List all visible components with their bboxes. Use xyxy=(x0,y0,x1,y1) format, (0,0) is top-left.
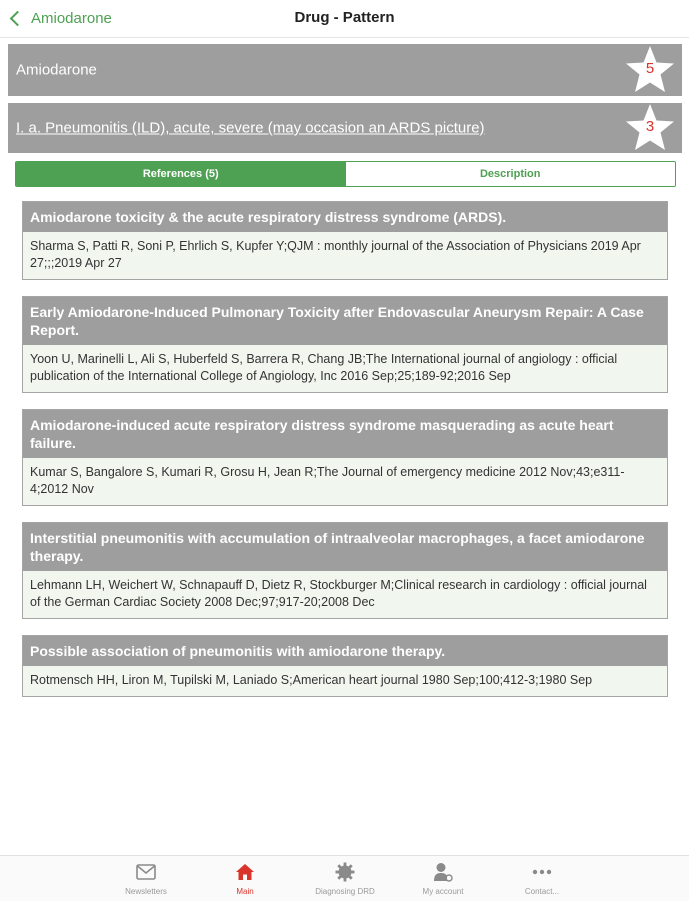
drug-score-star xyxy=(624,44,676,96)
reference-citation: Lehmann LH, Weichert W, Schnapauff D, Dietz R, Stockburger M;Clinical research in cardiology : official journal of the German Cardiac Society 2008 Dec;97;917-20;2008 Dec xyxy=(23,571,667,618)
back-button-label: Amiodarone xyxy=(31,9,112,27)
reference-title: Possible association of pneumonitis with amiodarone therapy. xyxy=(23,636,667,666)
reference-title: Amiodarone-induced acute respiratory distress syndrome masquerading as acute heart failure. xyxy=(23,410,667,458)
page-title: Drug - Pattern xyxy=(294,9,395,26)
tab-newsletters[interactable] xyxy=(101,862,191,896)
navigation-bar xyxy=(0,0,689,38)
segmented-control xyxy=(15,161,676,187)
tab-label: Diagnosing DRD xyxy=(315,887,375,896)
tab-label: Contact... xyxy=(524,887,560,896)
tab-bar xyxy=(0,855,689,901)
tab-diagnosing-drd[interactable] xyxy=(300,862,390,896)
tab-label: Newsletters xyxy=(125,887,167,896)
reference-card[interactable] xyxy=(22,522,668,619)
tab-description[interactable]: Description xyxy=(346,162,676,186)
pattern-link[interactable]: I. a. Pneumonitis (ILD), acute, severe (may occasion an ARDS picture) xyxy=(16,119,485,137)
pattern-score-star xyxy=(624,102,676,154)
more-icon xyxy=(532,869,552,875)
tab-label: My account xyxy=(422,887,464,896)
pattern-score: 3 xyxy=(645,118,655,135)
reference-title: Amiodarone toxicity & the acute respiratory distress syndrome (ARDS). xyxy=(23,202,667,232)
home-icon xyxy=(235,863,255,881)
reference-citation: Yoon U, Marinelli L, Ali S, Huberfeld S, Barrera R, Chang JB;The International journal of angiology : official publication of the International College of Angiology, Inc 2016 Sep;25;189-92;2016 Sep xyxy=(23,345,667,392)
reference-title: Early Amiodarone-Induced Pulmonary Toxicity after Endovascular Aneurysm Repair: A Case Report. xyxy=(23,297,667,345)
tab-label: Main xyxy=(236,887,254,896)
reference-citation: Kumar S, Bangalore S, Kumari R, Grosu H, Jean R;The Journal of emergency medicine 2012 Nov;43;e311-4;2012 Nov xyxy=(23,458,667,505)
tab-my-account[interactable] xyxy=(398,862,488,896)
gear-icon xyxy=(335,862,355,882)
tab-main[interactable] xyxy=(200,862,290,896)
reference-citation: Rotmensch HH, Liron M, Tupilski M, Laniado S;American heart journal 1980 Sep;100;412-3;1980 Sep xyxy=(23,666,667,696)
reference-card[interactable] xyxy=(22,635,668,697)
reference-title: Interstitial pneumonitis with accumulation of intraalveolar macrophages, a facet amiodarone therapy. xyxy=(23,523,667,571)
pattern-header xyxy=(8,103,682,153)
drug-name: Amiodarone xyxy=(16,61,97,79)
drug-header xyxy=(8,44,682,96)
tab-contact[interactable] xyxy=(497,862,587,896)
envelope-icon xyxy=(136,864,156,880)
drug-score: 5 xyxy=(645,60,655,77)
tab-references[interactable]: References (5) xyxy=(16,162,346,186)
account-icon xyxy=(433,862,453,882)
reference-card[interactable] xyxy=(22,409,668,506)
reference-card[interactable] xyxy=(22,201,668,280)
references-list xyxy=(22,201,668,713)
reference-citation: Sharma S, Patti R, Soni P, Ehrlich S, Kupfer Y;QJM : monthly journal of the Association of Physicians 2019 Apr 27;;;2019 Apr 27 xyxy=(23,232,667,279)
reference-card[interactable] xyxy=(22,296,668,393)
